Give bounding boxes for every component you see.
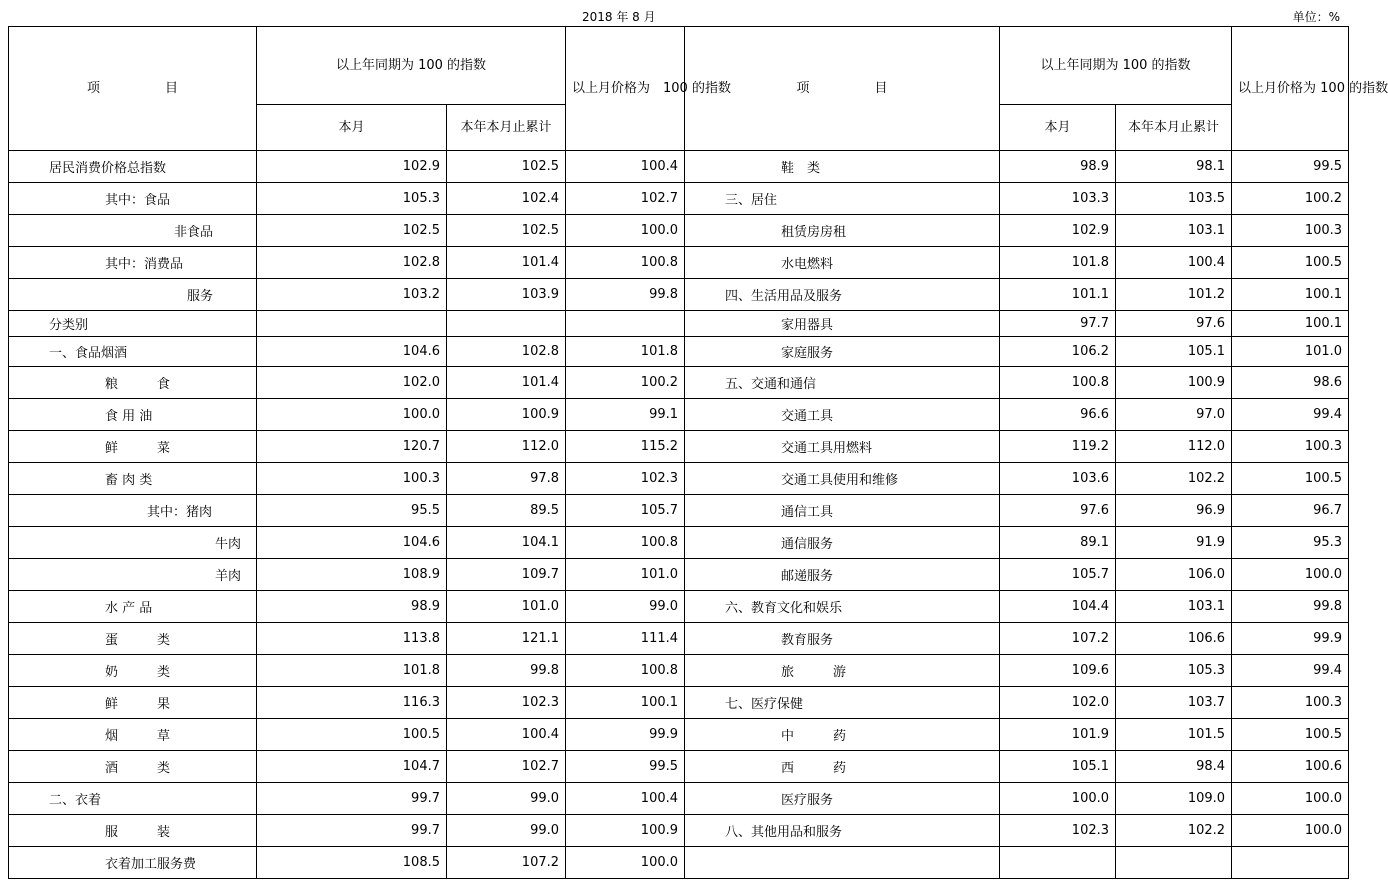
- table-row: [9, 337, 1349, 367]
- right-item-label: 五、交通和通信: [685, 367, 1000, 399]
- left-mom-value: 102.3: [566, 463, 685, 495]
- right-mom-value: 100.1: [1232, 311, 1349, 337]
- left-this-month-value: 104.6: [257, 337, 447, 367]
- table-body: [9, 151, 1349, 879]
- left-cumulative-value: 102.5: [447, 151, 566, 183]
- right-this-month-value: 100.8: [1000, 367, 1116, 399]
- right-this-month-value: 102.3: [1000, 815, 1116, 847]
- left-item-label: 羊肉: [9, 559, 257, 591]
- right-mom-value: 99.9: [1232, 623, 1349, 655]
- right-this-month-value: 97.7: [1000, 311, 1116, 337]
- left-mom-value: 100.8: [566, 655, 685, 687]
- left-mom-value: [566, 311, 685, 337]
- right-mom-value: 100.5: [1232, 463, 1349, 495]
- table-row: [9, 719, 1349, 751]
- left-this-month-value: 99.7: [257, 783, 447, 815]
- right-cumulative-value: 100.4: [1116, 247, 1232, 279]
- left-mom-value: 100.4: [566, 151, 685, 183]
- left-mom-value: 101.0: [566, 559, 685, 591]
- right-cumulative-value: [1116, 847, 1232, 879]
- left-cumulative-value: 99.8: [447, 655, 566, 687]
- left-item-label: 粮 食: [9, 367, 257, 399]
- right-this-month-value: 100.0: [1000, 783, 1116, 815]
- table-row: [9, 815, 1349, 847]
- left-this-month-value: 108.9: [257, 559, 447, 591]
- right-this-month-value: 101.9: [1000, 719, 1116, 751]
- left-this-month-value: 102.0: [257, 367, 447, 399]
- right-this-month-value: 89.1: [1000, 527, 1116, 559]
- table-row: [9, 279, 1349, 311]
- right-mom-value: 99.4: [1232, 655, 1349, 687]
- right-item-label: 水电燃料: [685, 247, 1000, 279]
- table-row: [9, 623, 1349, 655]
- right-mom-value: 100.3: [1232, 431, 1349, 463]
- right-yoy-group-header: 以上年同期为 100 的指数: [1000, 27, 1232, 105]
- right-item-label: 家庭服务: [685, 337, 1000, 367]
- right-mom-value: 99.8: [1232, 591, 1349, 623]
- right-this-month-value: 109.6: [1000, 655, 1116, 687]
- left-cumulative-value: 102.4: [447, 183, 566, 215]
- right-mom-value: 100.0: [1232, 815, 1349, 847]
- right-item-label: [685, 847, 1000, 879]
- left-mom-value: 100.0: [566, 215, 685, 247]
- right-mom-value: 100.5: [1232, 247, 1349, 279]
- left-this-month-value: 100.0: [257, 399, 447, 431]
- left-mom-value: 102.7: [566, 183, 685, 215]
- right-this-month-value: 102.0: [1000, 687, 1116, 719]
- left-this-month-value: 100.5: [257, 719, 447, 751]
- left-cumulative-value: 97.8: [447, 463, 566, 495]
- left-mom-value: 99.9: [566, 719, 685, 751]
- left-this-month-value: 103.2: [257, 279, 447, 311]
- right-item-header: 项 目: [685, 27, 1000, 151]
- right-item-label: 三、居住: [685, 183, 1000, 215]
- left-this-month-value: 95.5: [257, 495, 447, 527]
- left-item-label: 畜 肉 类: [9, 463, 257, 495]
- right-item-label: 邮递服务: [685, 559, 1000, 591]
- left-cumulative-value: 101.4: [447, 367, 566, 399]
- table-row: [9, 183, 1349, 215]
- left-cumulative-value: 102.8: [447, 337, 566, 367]
- right-this-month-value: 101.1: [1000, 279, 1116, 311]
- left-item-header: 项 目: [9, 27, 257, 151]
- left-cumulative-value: 121.1: [447, 623, 566, 655]
- right-cumulative-value: 100.9: [1116, 367, 1232, 399]
- left-item-label: 二、衣着: [9, 783, 257, 815]
- unit-label: 单位：%: [1292, 10, 1340, 24]
- left-mom-value: 99.0: [566, 591, 685, 623]
- right-mom-value: [1232, 847, 1349, 879]
- right-cumulative-value: 96.9: [1116, 495, 1232, 527]
- table-row: [9, 655, 1349, 687]
- right-item-label: 交通工具用燃料: [685, 431, 1000, 463]
- right-item-label: 八、其他用品和服务: [685, 815, 1000, 847]
- left-item-label: 服 装: [9, 815, 257, 847]
- table-row: [9, 431, 1349, 463]
- right-cumulative-value: 97.0: [1116, 399, 1232, 431]
- table-row: [9, 783, 1349, 815]
- left-item-label: 服务: [9, 279, 257, 311]
- right-item-label: 六、教育文化和娱乐: [685, 591, 1000, 623]
- right-item-label: 西 药: [685, 751, 1000, 783]
- left-mom-value: 99.5: [566, 751, 685, 783]
- left-this-month-value: 98.9: [257, 591, 447, 623]
- right-this-month-value: 105.7: [1000, 559, 1116, 591]
- left-this-month-value: 100.3: [257, 463, 447, 495]
- left-this-month-value: 113.8: [257, 623, 447, 655]
- right-this-month-value: 119.2: [1000, 431, 1116, 463]
- right-cumulative-value: 103.5: [1116, 183, 1232, 215]
- left-cumulative-value: 99.0: [447, 815, 566, 847]
- right-item-label: 鞋 类: [685, 151, 1000, 183]
- left-item-label: 其中：食品: [9, 183, 257, 215]
- right-mom-value: 100.6: [1232, 751, 1349, 783]
- report-date: 2018 年 8 月: [582, 10, 656, 24]
- left-mom-value: 100.1: [566, 687, 685, 719]
- right-cumulative-header: 本年本月止累计: [1116, 105, 1232, 151]
- table-row: [9, 367, 1349, 399]
- right-cumulative-value: 103.7: [1116, 687, 1232, 719]
- left-cumulative-value: 102.5: [447, 215, 566, 247]
- left-mom-value: 99.1: [566, 399, 685, 431]
- left-mom-value: 100.8: [566, 527, 685, 559]
- right-cumulative-value: 101.5: [1116, 719, 1232, 751]
- right-cumulative-value: 106.6: [1116, 623, 1232, 655]
- right-mom-value: 100.2: [1232, 183, 1349, 215]
- right-cumulative-value: 101.2: [1116, 279, 1232, 311]
- table-row: [9, 215, 1349, 247]
- left-item-label: 水 产 品: [9, 591, 257, 623]
- table-row: [9, 559, 1349, 591]
- left-cumulative-value: 101.4: [447, 247, 566, 279]
- left-mom-value: 100.8: [566, 247, 685, 279]
- table-row: [9, 463, 1349, 495]
- left-this-month-value: 102.5: [257, 215, 447, 247]
- right-cumulative-value: 102.2: [1116, 815, 1232, 847]
- left-this-month-value: 104.6: [257, 527, 447, 559]
- right-cumulative-value: 109.0: [1116, 783, 1232, 815]
- right-mom-value: 100.5: [1232, 719, 1349, 751]
- left-item-label: 衣着加工服务费: [9, 847, 257, 879]
- left-item-label: 其中：猪肉: [9, 495, 257, 527]
- right-mom-value: 100.3: [1232, 687, 1349, 719]
- cpi-table: [8, 26, 1388, 879]
- left-mom-value: 100.4: [566, 783, 685, 815]
- table-row: [9, 751, 1349, 783]
- left-item-label: 牛肉: [9, 527, 257, 559]
- left-item-label: 分类别: [9, 311, 257, 337]
- left-this-month-header: 本月: [257, 105, 447, 151]
- right-mom-value: 100.3: [1232, 215, 1349, 247]
- right-mom-value: 100.0: [1232, 559, 1349, 591]
- left-cumulative-value: 99.0: [447, 783, 566, 815]
- right-cumulative-value: 103.1: [1116, 215, 1232, 247]
- right-item-label: 通信服务: [685, 527, 1000, 559]
- right-mom-value: 99.5: [1232, 151, 1349, 183]
- right-this-month-value: 107.2: [1000, 623, 1116, 655]
- left-mom-header: 以上月价格为 100 的指数: [566, 27, 685, 151]
- left-this-month-value: 105.3: [257, 183, 447, 215]
- right-item-label: 七、医疗保健: [685, 687, 1000, 719]
- left-yoy-group-header: 以上年同期为 100 的指数: [257, 27, 566, 105]
- left-item-label: 奶 类: [9, 655, 257, 687]
- right-item-label: 教育服务: [685, 623, 1000, 655]
- left-mom-value: 100.0: [566, 847, 685, 879]
- left-item-label: 一、食品烟酒: [9, 337, 257, 367]
- right-item-label: 四、生活用品及服务: [685, 279, 1000, 311]
- left-item-label: 其中：消费品: [9, 247, 257, 279]
- left-mom-value: 111.4: [566, 623, 685, 655]
- left-item-label: 蛋 类: [9, 623, 257, 655]
- left-cumulative-value: [447, 311, 566, 337]
- right-cumulative-value: 103.1: [1116, 591, 1232, 623]
- right-mom-value: 98.6: [1232, 367, 1349, 399]
- table-row: [9, 527, 1349, 559]
- right-this-month-header: 本月: [1000, 105, 1116, 151]
- left-item-label: 非食品: [9, 215, 257, 247]
- right-item-label: 旅 游: [685, 655, 1000, 687]
- left-this-month-value: 116.3: [257, 687, 447, 719]
- right-item-label: 通信工具: [685, 495, 1000, 527]
- left-cumulative-value: 107.2: [447, 847, 566, 879]
- right-cumulative-value: 105.3: [1116, 655, 1232, 687]
- table-row: [9, 399, 1349, 431]
- right-item-label: 租赁房房租: [685, 215, 1000, 247]
- left-cumulative-value: 89.5: [447, 495, 566, 527]
- right-this-month-value: [1000, 847, 1116, 879]
- left-item-label: 烟 草: [9, 719, 257, 751]
- left-mom-value: 101.8: [566, 337, 685, 367]
- left-this-month-value: 102.9: [257, 151, 447, 183]
- left-this-month-value: 120.7: [257, 431, 447, 463]
- right-this-month-value: 96.6: [1000, 399, 1116, 431]
- right-cumulative-value: 98.1: [1116, 151, 1232, 183]
- right-mom-value: 99.4: [1232, 399, 1349, 431]
- right-this-month-value: 104.4: [1000, 591, 1116, 623]
- right-cumulative-value: 106.0: [1116, 559, 1232, 591]
- left-cumulative-header: 本年本月止累计: [447, 105, 566, 151]
- left-item-label: 居民消费价格总指数: [9, 151, 257, 183]
- left-this-month-value: 99.7: [257, 815, 447, 847]
- table-row: [9, 311, 1349, 337]
- left-this-month-value: 102.8: [257, 247, 447, 279]
- right-this-month-value: 106.2: [1000, 337, 1116, 367]
- right-item-label: 交通工具: [685, 399, 1000, 431]
- right-mom-value: 95.3: [1232, 527, 1349, 559]
- table-row: [9, 495, 1349, 527]
- right-this-month-value: 97.6: [1000, 495, 1116, 527]
- left-cumulative-value: 109.7: [447, 559, 566, 591]
- left-item-label: 鲜 果: [9, 687, 257, 719]
- left-cumulative-value: 100.4: [447, 719, 566, 751]
- right-mom-value: 101.0: [1232, 337, 1349, 367]
- right-this-month-value: 102.9: [1000, 215, 1116, 247]
- left-this-month-value: 104.7: [257, 751, 447, 783]
- right-item-label: 医疗服务: [685, 783, 1000, 815]
- left-mom-value: 100.9: [566, 815, 685, 847]
- right-this-month-value: 103.6: [1000, 463, 1116, 495]
- right-this-month-value: 105.1: [1000, 751, 1116, 783]
- right-item-label: 家用器具: [685, 311, 1000, 337]
- left-mom-value: 105.7: [566, 495, 685, 527]
- right-cumulative-value: 91.9: [1116, 527, 1232, 559]
- left-this-month-value: 108.5: [257, 847, 447, 879]
- table-row: [9, 847, 1349, 879]
- right-cumulative-value: 98.4: [1116, 751, 1232, 783]
- right-item-label: 中 药: [685, 719, 1000, 751]
- right-this-month-value: 101.8: [1000, 247, 1116, 279]
- table-row: [9, 247, 1349, 279]
- right-mom-header: 以上月价格为 100 的指数: [1232, 27, 1349, 151]
- right-this-month-value: 98.9: [1000, 151, 1116, 183]
- left-cumulative-value: 103.9: [447, 279, 566, 311]
- left-mom-value: 100.2: [566, 367, 685, 399]
- left-mom-value: 99.8: [566, 279, 685, 311]
- table-row: [9, 591, 1349, 623]
- report-meta: [0, 0, 1350, 26]
- right-item-label: 交通工具使用和维修: [685, 463, 1000, 495]
- left-item-label: 鲜 菜: [9, 431, 257, 463]
- left-cumulative-value: 102.7: [447, 751, 566, 783]
- left-cumulative-value: 102.3: [447, 687, 566, 719]
- table-row: [9, 687, 1349, 719]
- right-cumulative-value: 97.6: [1116, 311, 1232, 337]
- right-cumulative-value: 105.1: [1116, 337, 1232, 367]
- left-cumulative-value: 100.9: [447, 399, 566, 431]
- left-cumulative-value: 101.0: [447, 591, 566, 623]
- right-this-month-value: 103.3: [1000, 183, 1116, 215]
- right-mom-value: 100.0: [1232, 783, 1349, 815]
- right-cumulative-value: 102.2: [1116, 463, 1232, 495]
- left-this-month-value: [257, 311, 447, 337]
- right-mom-value: 100.1: [1232, 279, 1349, 311]
- left-cumulative-value: 112.0: [447, 431, 566, 463]
- table-row: [9, 151, 1349, 183]
- left-item-label: 酒 类: [9, 751, 257, 783]
- right-mom-value: 96.7: [1232, 495, 1349, 527]
- left-mom-value: 115.2: [566, 431, 685, 463]
- right-cumulative-value: 112.0: [1116, 431, 1232, 463]
- left-this-month-value: 101.8: [257, 655, 447, 687]
- left-item-label: 食 用 油: [9, 399, 257, 431]
- left-cumulative-value: 104.1: [447, 527, 566, 559]
